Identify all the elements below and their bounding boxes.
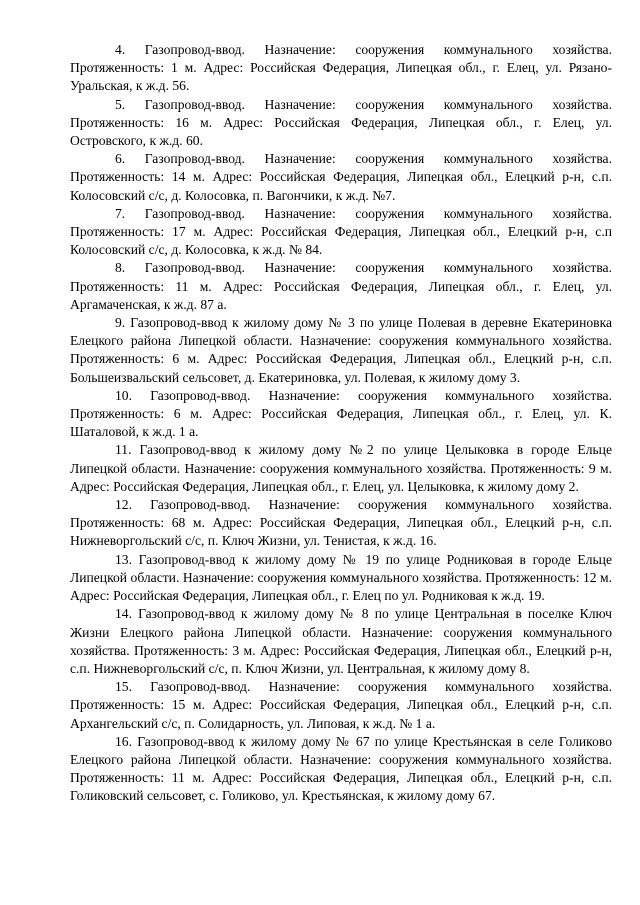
list-item-14: 14. Газопровод-ввод к жилому дому № 8 по улице Центральная в поселке Ключ Жизни Елецкого района Липецкой области. Назначение: сооружения коммунального хозяйства. Протяженность: 3 м. Адрес: Российская Федерация, Липецкая обл., Елецкий р-н, с.п. Нижневоргольский с/с, п. Ключ Жизни, ул. Центральная, к жилому дому 8. bbox=[70, 606, 612, 676]
list-item-16: 16. Газопровод-ввод к жилому дому № 67 по улице Крестьянская в селе Голиково Елецкого района Липецкой области. Назначение: сооружения коммунального хозяйства. Протяженность: 11 м. Адрес: Российская Федерация, Липецкая обл., Елецкий р-н, с.п. Голиковский сельсовет, с. Голиково, ул. Крестьянская, к жилому дому 67. bbox=[70, 733, 612, 804]
list-item-15: 15. Газопровод-ввод. Назначение: сооружения коммунального хозяйства. Протяженность: 15 м. Адрес: Российская Федерация, Липецкая обл., Елецкий р-н, с.п. Архангельский с/с, п. Солидарность, ул. Липовая, к ж.д. № 1 а. bbox=[70, 679, 612, 731]
document-page bbox=[70, 41, 612, 806]
list-item-11: 11. Газопровод-ввод к жилому дому №2 по улице Целыковка в городе Ельце Липецкой области. Назначение: сооружения коммунального хозяйства. Протяженность: 9 м. Адрес: Российская Федерация, Липецкая обл., г. Елец, ул. Целыковка, к жилому дому 2. bbox=[70, 442, 612, 494]
list-item-4: 4. Газопровод-ввод. Назначение: сооружения коммунального хозяйства. Протяженность: 1 м. Адрес: Российская Федерация, Липецкая обл., г. Елец, ул. Рязано-Уральская, к ж.д. 56. bbox=[70, 42, 612, 94]
list-item-5: 5. Газопровод-ввод. Назначение: сооружения коммунального хозяйства. Протяженность: 16 м. Адрес: Российская Федерация, Липецкая обл., г. Елец, ул. Островского, к ж.д. 60. bbox=[70, 96, 612, 149]
list-item-9: 9. Газопровод-ввод к жилому дому № 3 по улице Полевая в деревне Екатериновка Елецкого района Липецкой области. Назначение: сооружения коммунального хозяйства. Протяженность: 6 м. Адрес: Российская Федерация, Липецкая обл., Елецкий р-н, с.п. Большеизвальский сельсовет, д. Екатериновка, ул. Полевая, к жилому дому 3. bbox=[70, 315, 612, 385]
list-item-6: 6. Газопровод-ввод. Назначение: сооружения коммунального хозяйства. Протяженность: 14 м. Адрес: Российская Федерация, Липецкая обл., Елецкий р-н, с.п. Колосовский с/с, д. Колосовка, п. Вагончики, к ж.д. №7. bbox=[70, 151, 612, 203]
list-item-13: 13. Газопровод-ввод к жилому дому № 19 по улице Родниковая в городе Ельце Липецкой области. Назначение: сооружения коммунального хозяйства. Протяженность: 12 м. Адрес: Российская Федерация, Липецкая обл., г. Елец по ул. Родниковая к ж.д. 19. bbox=[70, 551, 612, 604]
list-item-7: 7. Газопровод-ввод. Назначение: сооружения коммунального хозяйства. Протяженность: 17 м. Адрес: Российская Федерация, Липецкая обл., Елецкий р-н, с.п Колосовский с/с, д. Колосовка, к ж.д. № 84. bbox=[70, 205, 612, 258]
list-item-10: 10. Газопровод-ввод. Назначение: сооружения коммунального хозяйства. Протяженность: 6 м. Адрес: Российская Федерация, Липецкая обл., г. Елец, ул. К. Шаталовой, к ж.д. 1 а. bbox=[70, 387, 612, 440]
list-item-8: 8. Газопровод-ввод. Назначение: сооружения коммунального хозяйства. Протяженность: 11 м. Адрес: Российская Федерация, Липецкая обл., г. Елец, ул. Аргамаченская, к ж.д. 87 а. bbox=[70, 260, 612, 312]
list-item-12: 12. Газопровод-ввод. Назначение: сооружения коммунального хозяйства. Протяженность: 68 м. Адрес: Российская Федерация, Липецкая обл., Елецкий р-н, с.п. Нижневоргольский с/с, п. Ключ Жизни, ул. Тенистая, к ж.д. 16. bbox=[70, 497, 612, 549]
